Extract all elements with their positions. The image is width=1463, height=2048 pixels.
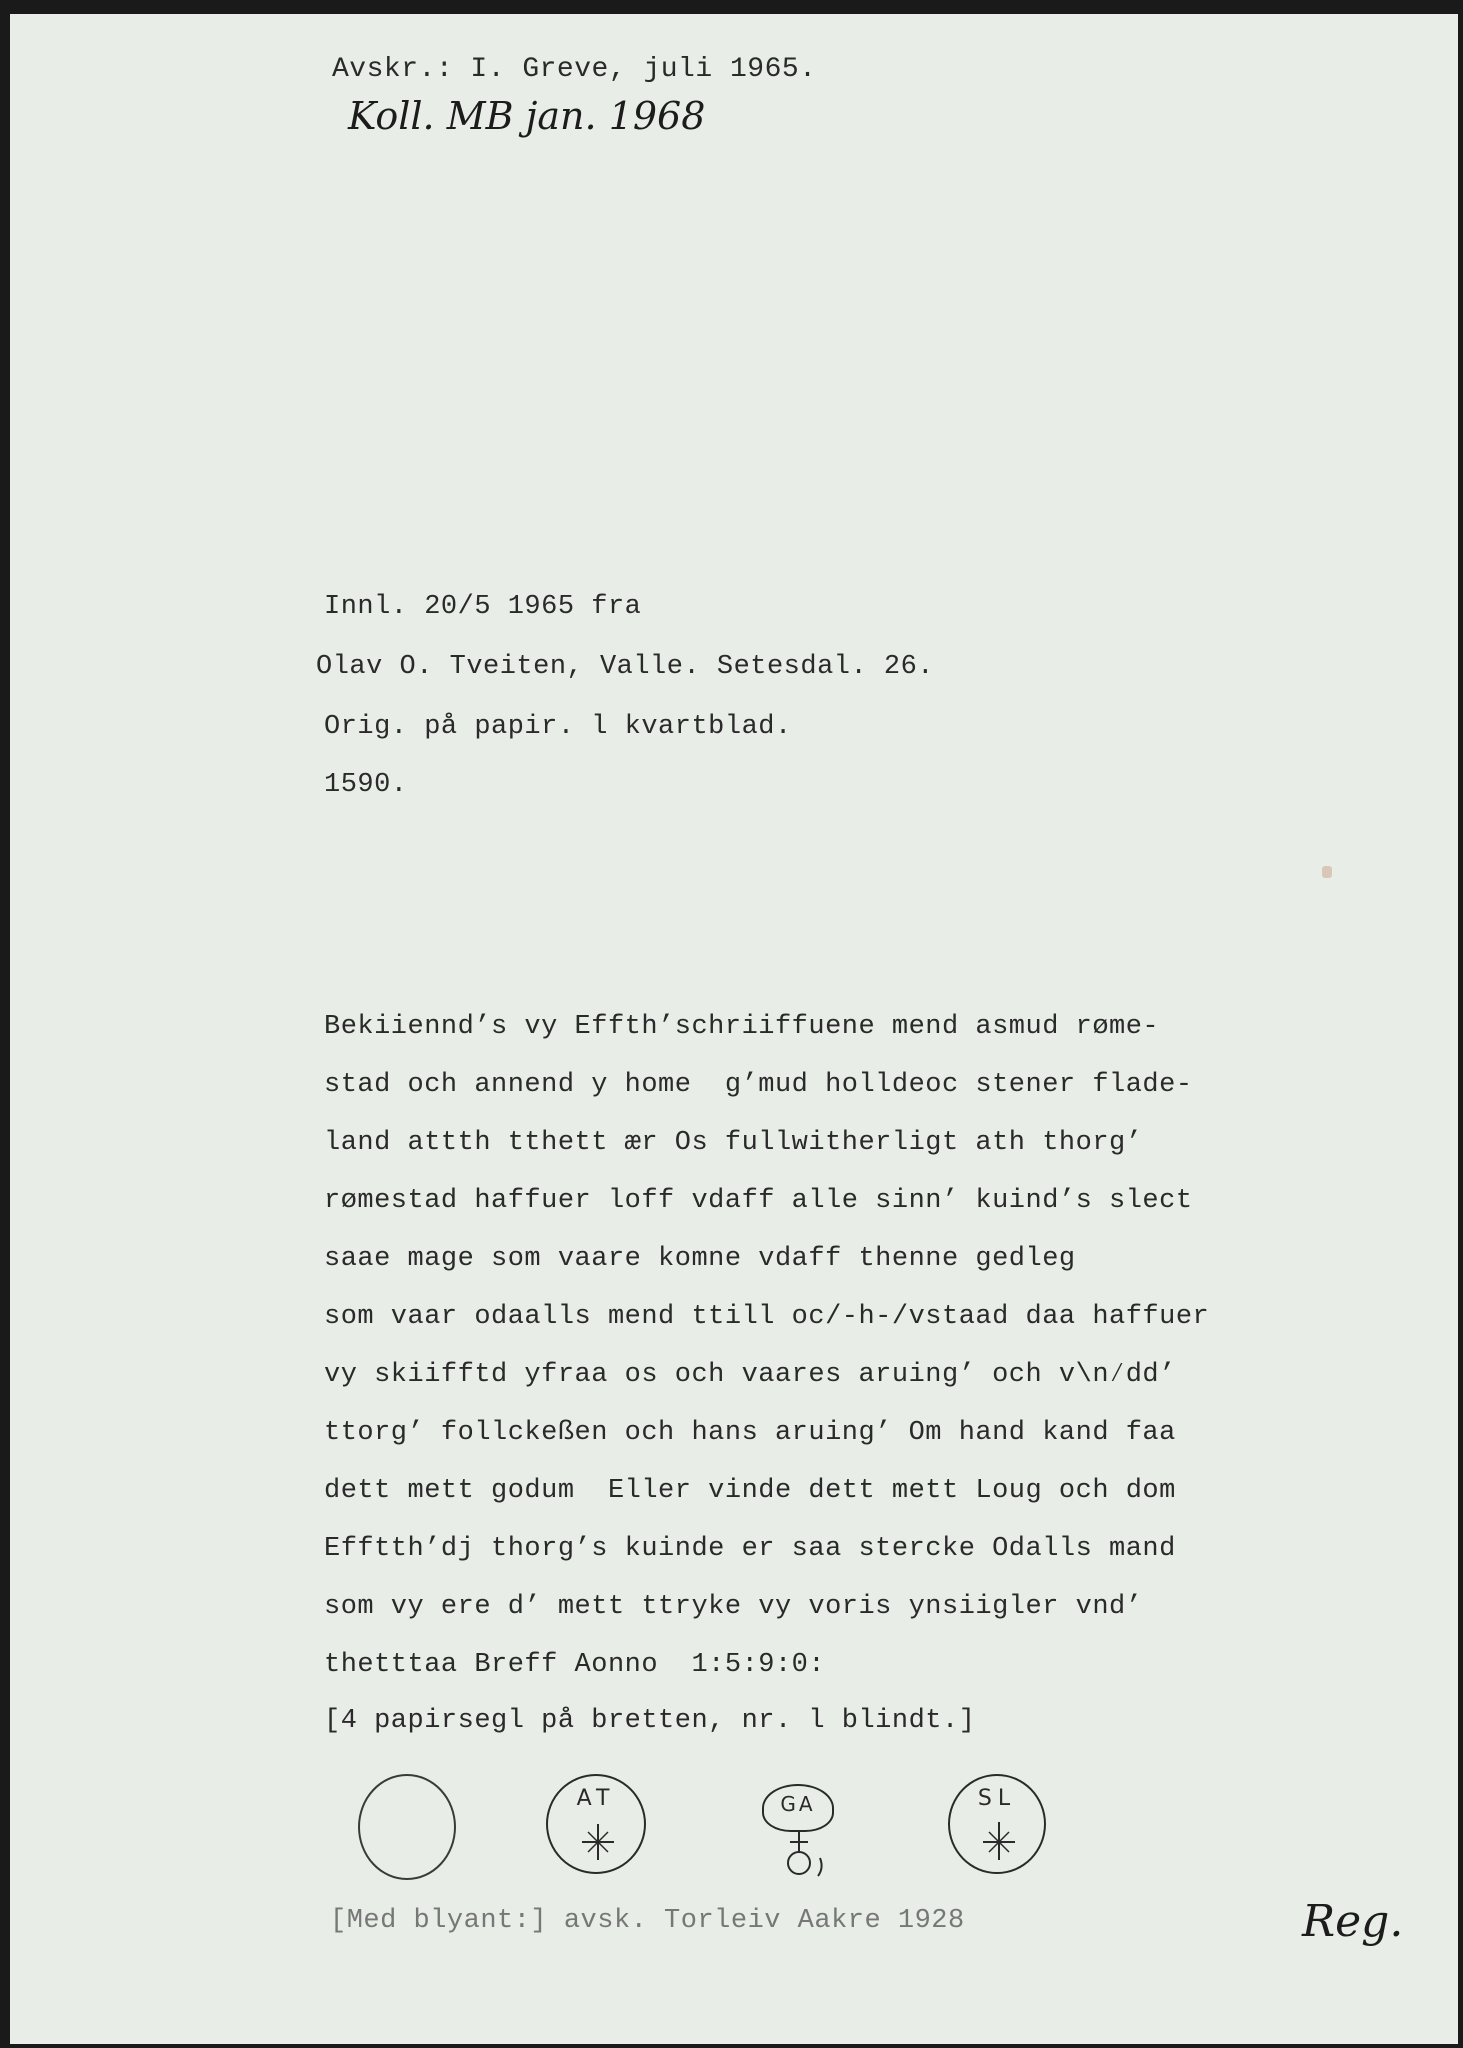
handwritten-check-note: Koll. MB jan. 1968	[348, 94, 706, 138]
received-line: Innl. 20/5 1965 fra	[324, 592, 642, 622]
body-line: som vy ere d’ mett ttryke vy voris ynsiigler vnd’	[324, 1592, 1143, 1622]
cross-icon	[950, 1776, 1048, 1876]
transcription-note: Avskr.: I. Greve, juli 1965.	[332, 54, 817, 85]
sender-line: Olav O. Tveiten, Valle. Setesdal. 26.	[316, 652, 934, 682]
body-line: Bekiiennd’s vy Effth’schriiffuene mend asmud røme-	[324, 1012, 1160, 1042]
body-line: rømestad haffuer loff vdaff alle sinn’ kuind’s slect	[324, 1186, 1193, 1216]
handwritten-reg-mark: Reg.	[1302, 1896, 1404, 1947]
body-line: ttorg’ follckeßen och hans aruing’ Om hand kand faa	[324, 1418, 1176, 1448]
seal-1-blind	[358, 1774, 456, 1880]
seal-2-initials: AT	[576, 1786, 616, 1811]
body-line: Efftth’dj thorg’s kuinde er saa stercke Odalls mand	[324, 1534, 1176, 1564]
pencil-note	[330, 1906, 965, 1936]
body-line: vy skiifftd yfraa os och vaares aruing’ och v\n⁄dd’	[324, 1360, 1176, 1390]
document-page	[10, 14, 1458, 2044]
seal-2	[546, 1774, 646, 1874]
original-line: Orig. på papir. l kvartblad.	[324, 712, 792, 742]
seal-4-initials: SL	[977, 1786, 1017, 1811]
orb-cross-icon	[772, 1830, 832, 1880]
body-line: stad och annend y home g’mud holldeoc stener flade-	[324, 1070, 1193, 1100]
seal-4	[948, 1774, 1046, 1874]
body-line: som vaar odaalls mend ttill oc/-h-/vstaad daa haffuer	[324, 1302, 1210, 1332]
body-line: land attth tthett ær Os fullwitherligt ath thorg’	[324, 1128, 1143, 1158]
paper-speck	[1322, 866, 1332, 878]
body-line: saae mage som vaare komne vdaff thenne gedleg	[324, 1244, 1076, 1274]
body-line: thetttaa Breff Aonno 1:5:9:0:	[324, 1650, 826, 1680]
seal-3	[762, 1784, 834, 1832]
body-line: dett mett godum Eller vinde dett mett Loug och dom	[324, 1476, 1176, 1506]
seal-note: [4 papirsegl på bretten, nr. l blindt.]	[324, 1706, 976, 1736]
year-line: 1590.	[324, 770, 408, 800]
cross-icon	[548, 1776, 648, 1876]
pencil-note-text: [Med blyant:] avsk. Torleiv Aakre 1928	[330, 1906, 965, 1936]
seal-3-initials: GA	[780, 1792, 816, 1816]
